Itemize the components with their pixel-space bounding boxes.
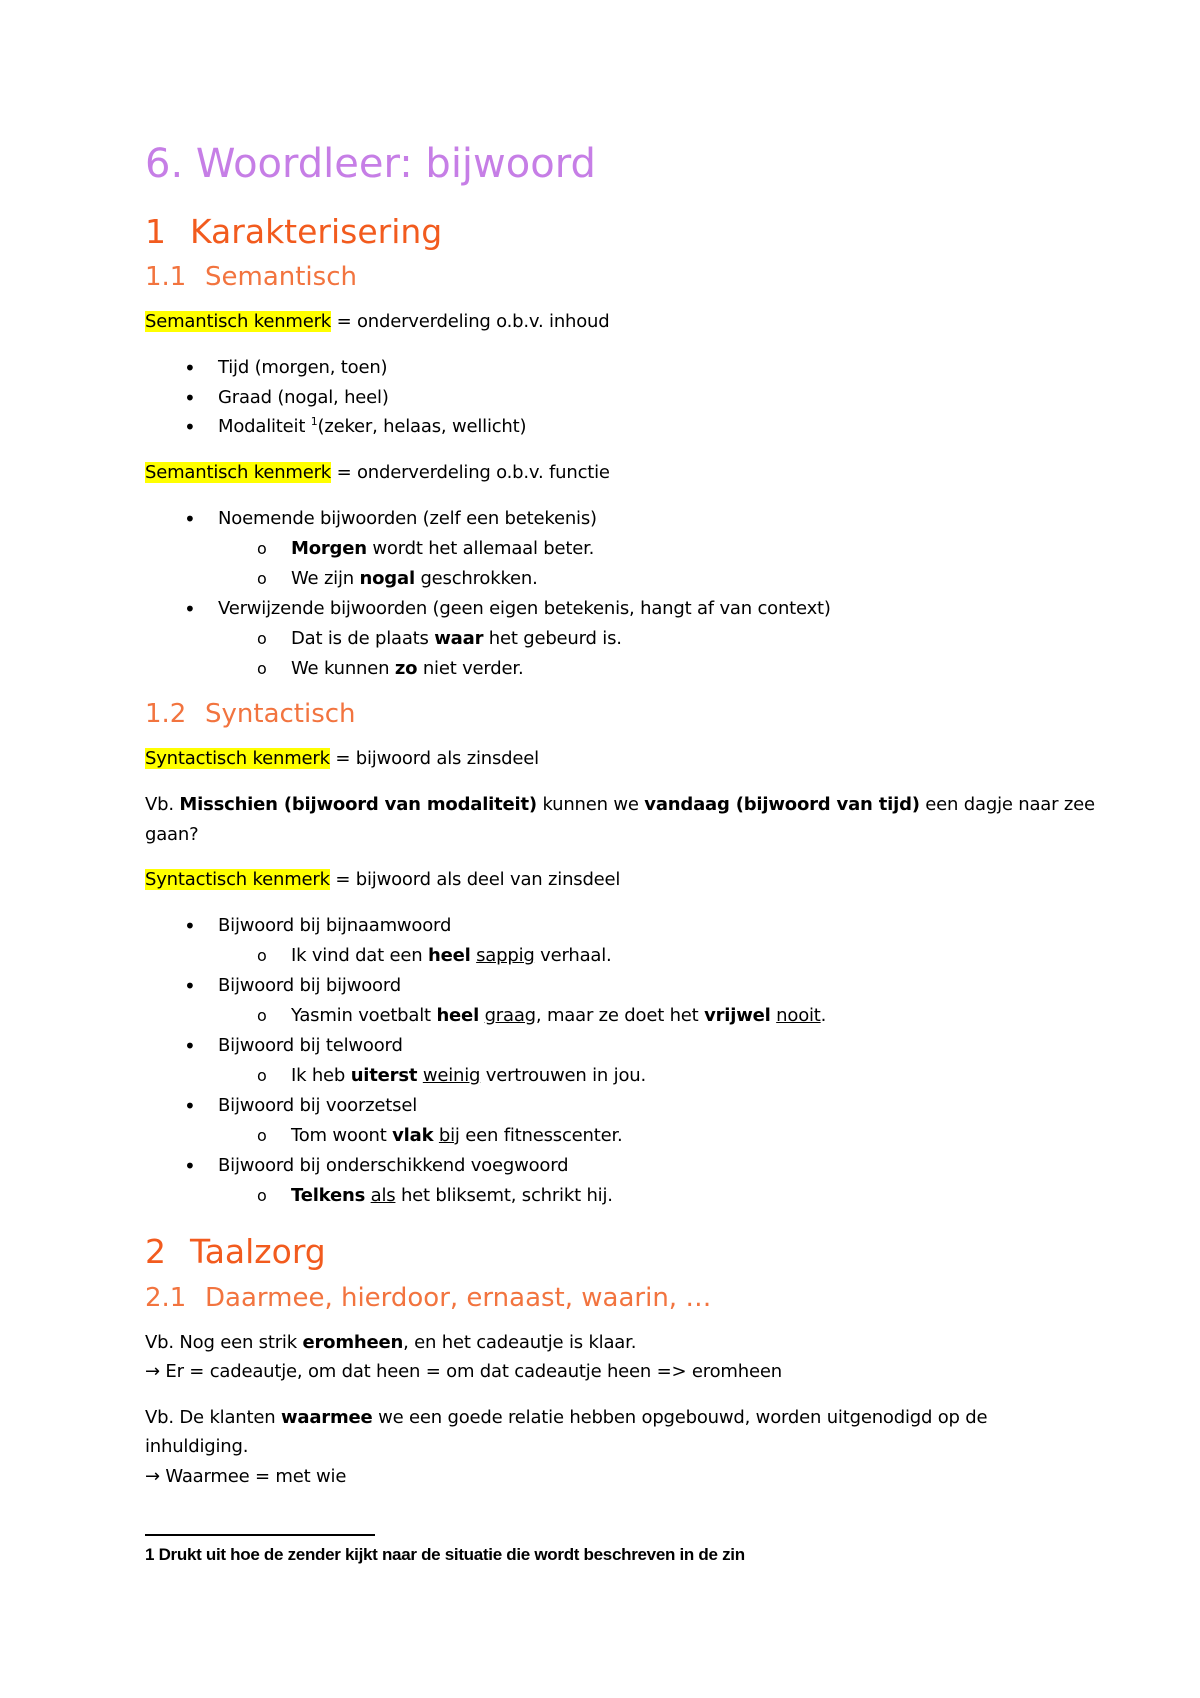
heading-daarmee [145,1283,711,1314]
example-sentence-cont: inhuldiging. [145,1436,249,1457]
item-text: een fitnesscenter. [459,1125,623,1146]
example-sentence-cont: gaan? [145,824,199,845]
item-text: vertrouwen in jou. [480,1065,646,1086]
highlight: Semantisch kenmerk [145,462,332,483]
list-item: • Bijwoord bij bijnaamwoord [218,911,451,941]
sublist-item [291,624,622,654]
example-text: we een goede relatie hebben opgebouwd, worden uitgenodigd op de [372,1407,988,1428]
example-text: kunnen we [536,794,645,815]
heading-karakterisering [145,212,442,252]
list-item: • Verwijzende bijwoorden (geen eigen betekenis, hangt af van context) [218,594,831,624]
underlined-word: nooit [776,1005,821,1026]
bold-word: eromheen [302,1332,404,1353]
definition-text: = onderverdeling o.b.v. inhoud [331,311,610,332]
heading-text: Taalzorg [190,1232,326,1271]
item-text: niet verder. [417,658,524,679]
item-text: Modaliteit [218,416,311,437]
bold-word: heel [436,1005,480,1026]
heading-number: 1.2 [145,699,187,729]
item-text: , maar ze doet het [535,1005,705,1026]
definition-text: = onderverdeling o.b.v. functie [331,462,610,483]
list-item: • Graad (nogal, heel) [218,383,389,413]
bold-word: Misschien (bijwoord van modaliteit) [179,794,537,815]
item-text: wordt het allemaal beter. [366,538,595,559]
heading-number: 1.1 [145,262,187,292]
sublist-item [291,1061,646,1091]
underlined-word: graag [484,1005,536,1026]
sublist-item [291,654,523,684]
underlined-word: bij [438,1125,460,1146]
list-item: • Bijwoord bij bijwoord [218,971,401,1001]
heading-text: Daarmee, hierdoor, ernaast, waarin, … [205,1283,712,1313]
arrow-explanation: → Er = cadeautje, om dat heen = om dat cadeautje heen => eromheen [145,1361,782,1382]
bold-word: vrijwel [704,1005,771,1026]
underlined-word: sappig [476,945,535,966]
item-text: We kunnen [291,658,395,679]
underlined-word: als [370,1185,396,1206]
heading-text: Semantisch [205,262,357,292]
item-text: Ik heb [291,1065,351,1086]
definition-text: = bijwoord als deel van zinsdeel [329,869,621,890]
bold-word: vandaag (bijwoord van tijd) [644,794,920,815]
bold-word: zo [394,658,418,679]
sublist-item [291,941,612,971]
heading-text: Syntactisch [205,699,356,729]
sublist-item [291,1181,613,1211]
syntactic-feature-deel [145,865,620,895]
example-text: een dagje naar zee [919,794,1095,815]
item-text: . [820,1005,827,1026]
example-text: Vb. [145,794,180,815]
item-text: het gebeurd is. [483,628,622,649]
example-text: Vb. De klanten [145,1407,281,1428]
item-text: Dat is de plaats [291,628,435,649]
example-text: Vb. Nog een strik [145,1332,303,1353]
item-text: het bliksemt, schrikt hij. [395,1185,613,1206]
bold-word: Telkens [291,1185,366,1206]
list-item: • Bijwoord bij voorzetsel [218,1091,417,1121]
page-title: 6. Woordleer: bijwoord [145,141,596,187]
heading-text: Karakterisering [190,212,443,251]
bold-word: nogal [359,568,415,589]
underlined-word: weinig [422,1065,481,1086]
example-sentence [145,1328,636,1358]
example-sentence [145,1403,987,1433]
highlight: Syntactisch kenmerk [145,748,330,769]
bold-word: uiterst [350,1065,418,1086]
sublist-item [291,534,594,564]
highlight: Semantisch kenmerk [145,311,332,332]
bold-word: heel [427,945,471,966]
bold-word: Morgen [291,538,367,559]
heading-taalzorg [145,1232,326,1272]
arrow-explanation: → Waarmee = met wie [145,1466,347,1487]
list-item: • Tijd (morgen, toen) [218,353,387,383]
heading-syntactisch [145,699,356,730]
semantic-feature-content [145,307,610,337]
syntactic-feature-zinsdeel [145,744,539,774]
list-item: • Noemende bijwoorden (zelf een betekenis) [218,504,597,534]
item-text: We zijn [291,568,360,589]
definition-text: = bijwoord als zinsdeel [329,748,539,769]
item-text: Tom woont [291,1125,393,1146]
heading-number: 2 [145,1232,166,1271]
semantic-feature-function [145,458,610,488]
sublist-item [291,1001,826,1031]
bold-word: waarmee [280,1407,373,1428]
item-text: (zeker, helaas, wellicht) [317,416,527,437]
highlight: Syntactisch kenmerk [145,869,330,890]
bold-word: waar [434,628,484,649]
footnote-separator [145,1534,375,1536]
example-sentence [145,790,1095,820]
sublist-item [291,1121,623,1151]
heading-number: 2.1 [145,1283,187,1313]
heading-number: 1 [145,212,166,251]
bold-word: vlak [392,1125,434,1146]
example-text: , en het cadeautje is klaar. [403,1332,637,1353]
list-item [218,412,526,442]
footnote: 1 Drukt uit hoe de zender kijkt naar de situatie die wordt beschreven in de zin [145,1545,745,1564]
list-item: • Bijwoord bij telwoord [218,1031,403,1061]
footnote-ref[interactable]: 1 [310,415,318,428]
sublist-item [291,564,538,594]
item-text: geschrokken. [414,568,538,589]
list-item: • Bijwoord bij onderschikkend voegwoord [218,1151,568,1181]
heading-semantisch [145,262,357,293]
item-text: verhaal. [534,945,612,966]
item-text: Yasmin voetbalt [291,1005,437,1026]
item-text: Ik vind dat een [291,945,428,966]
